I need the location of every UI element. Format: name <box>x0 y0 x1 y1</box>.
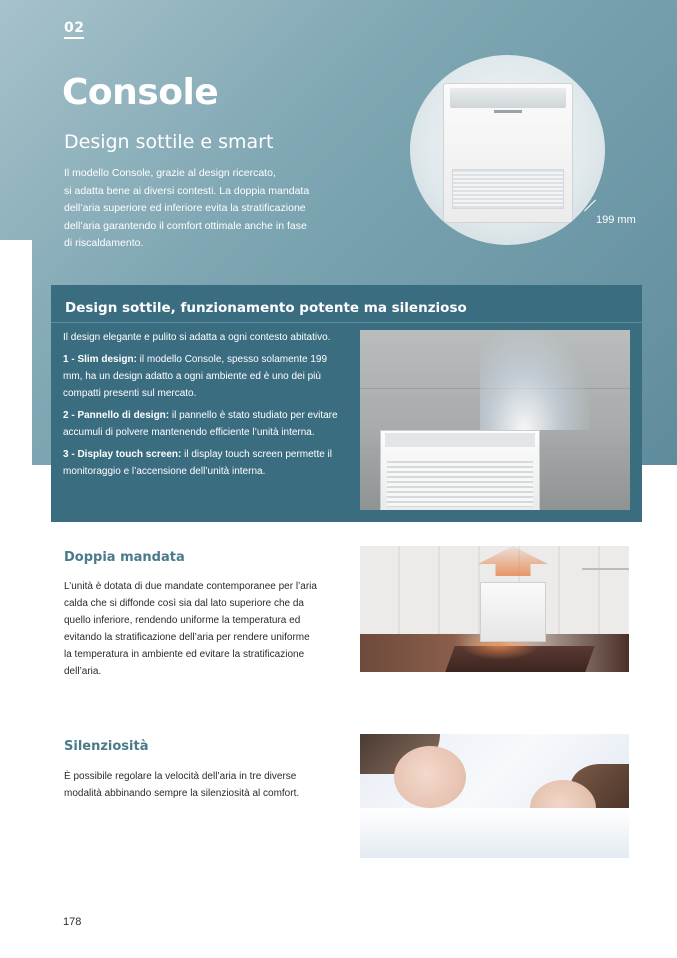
intro-paragraph <box>64 165 324 253</box>
body-line: È possibile regolare la velocità dell’aria in tre diverse <box>64 771 297 782</box>
feature-item-label: 1 - Slim design: <box>63 354 137 365</box>
dimension-label: 199 mm <box>596 214 636 226</box>
feature-item-label: 2 - Pannello di design: <box>63 410 170 421</box>
silenziosita-heading: Silenziosità <box>64 739 149 754</box>
feature-item-label: 3 - Display touch screen: <box>63 449 182 460</box>
room-photo <box>360 546 629 672</box>
feature-photo <box>360 330 630 510</box>
feature-item <box>63 446 343 480</box>
intro-line: di riscaldamento. <box>64 237 144 249</box>
body-line: quello inferiore, rendendo uniforme la temperatura ed <box>64 615 301 626</box>
silenziosita-text <box>64 768 344 802</box>
body-line: calda che si diffonde così sia dal lato superiore che da <box>64 598 304 609</box>
body-line: evitando la stratificazione dell’aria per rendere uniforme <box>64 632 310 643</box>
photo-console-unit <box>380 430 540 510</box>
feature-text <box>63 329 343 485</box>
feature-box-title: Design sottile, funzionamento potente ma silenzioso <box>65 300 467 316</box>
feature-item <box>63 407 343 441</box>
feature-intro: Il design elegante e pulito si adatta a ogni contesto abitativo. <box>63 332 331 343</box>
doppia-mandata-heading: Doppia mandata <box>64 550 185 565</box>
feature-item <box>63 351 343 402</box>
page-title: Console <box>62 72 219 113</box>
unit-top-vent <box>450 88 566 108</box>
feature-item-text: il display touch screen permette il monitoraggio e l’accensione dell’unità interna. <box>63 449 332 477</box>
intro-line: Il modello Console, grazie al design ricercato, <box>64 167 276 179</box>
intro-line: dell’aria garantendo il comfort ottimale anche in fase <box>64 219 307 232</box>
product-image <box>410 55 605 245</box>
pillow <box>360 808 629 858</box>
body-line: la temperatura in ambiente ed evitare la stratificazione <box>64 649 305 660</box>
feature-box <box>51 285 642 522</box>
body-line: modalità abbinando sempre la silenziosità al comfort. <box>64 788 300 799</box>
console-unit <box>443 83 573 223</box>
page-number: 178 <box>63 916 82 928</box>
room-console-unit <box>480 582 546 642</box>
body-line: dell’aria. <box>64 666 102 677</box>
feature-item-text: il modello Console, spesso solamente 199 mm, ha un design adatto a ogni ambiente ed è uno dei più compatti presenti sul mercato. <box>63 354 328 399</box>
room-shelf <box>582 568 629 570</box>
hero-cut <box>642 465 677 525</box>
airflow-graphic <box>480 330 590 430</box>
photo-unit-top <box>385 433 535 447</box>
unit-logo <box>494 110 522 113</box>
feature-item-text: il pannello è stato studiato per evitare accumuli di polvere mantenendo efficiente l’unità interna. <box>63 410 338 438</box>
intro-line: si adatta bene ai diversi contesti. La doppia mandata <box>64 184 310 197</box>
body-line: L’unità è dotata di due mandate contemporanee per l’aria <box>64 581 317 592</box>
feature-divider <box>51 322 642 323</box>
hero-notch <box>0 240 32 465</box>
unit-bottom-grille <box>452 169 564 209</box>
sleeper-face <box>394 746 466 808</box>
sleeping-photo <box>360 734 629 858</box>
doppia-mandata-text <box>64 578 344 680</box>
section-number: 02 <box>64 20 84 39</box>
page-subtitle: Design sottile e smart <box>64 131 274 153</box>
photo-unit-grille <box>387 461 533 507</box>
intro-line: dell’aria superiore ed inferiore evita la stratificazione <box>64 202 306 214</box>
